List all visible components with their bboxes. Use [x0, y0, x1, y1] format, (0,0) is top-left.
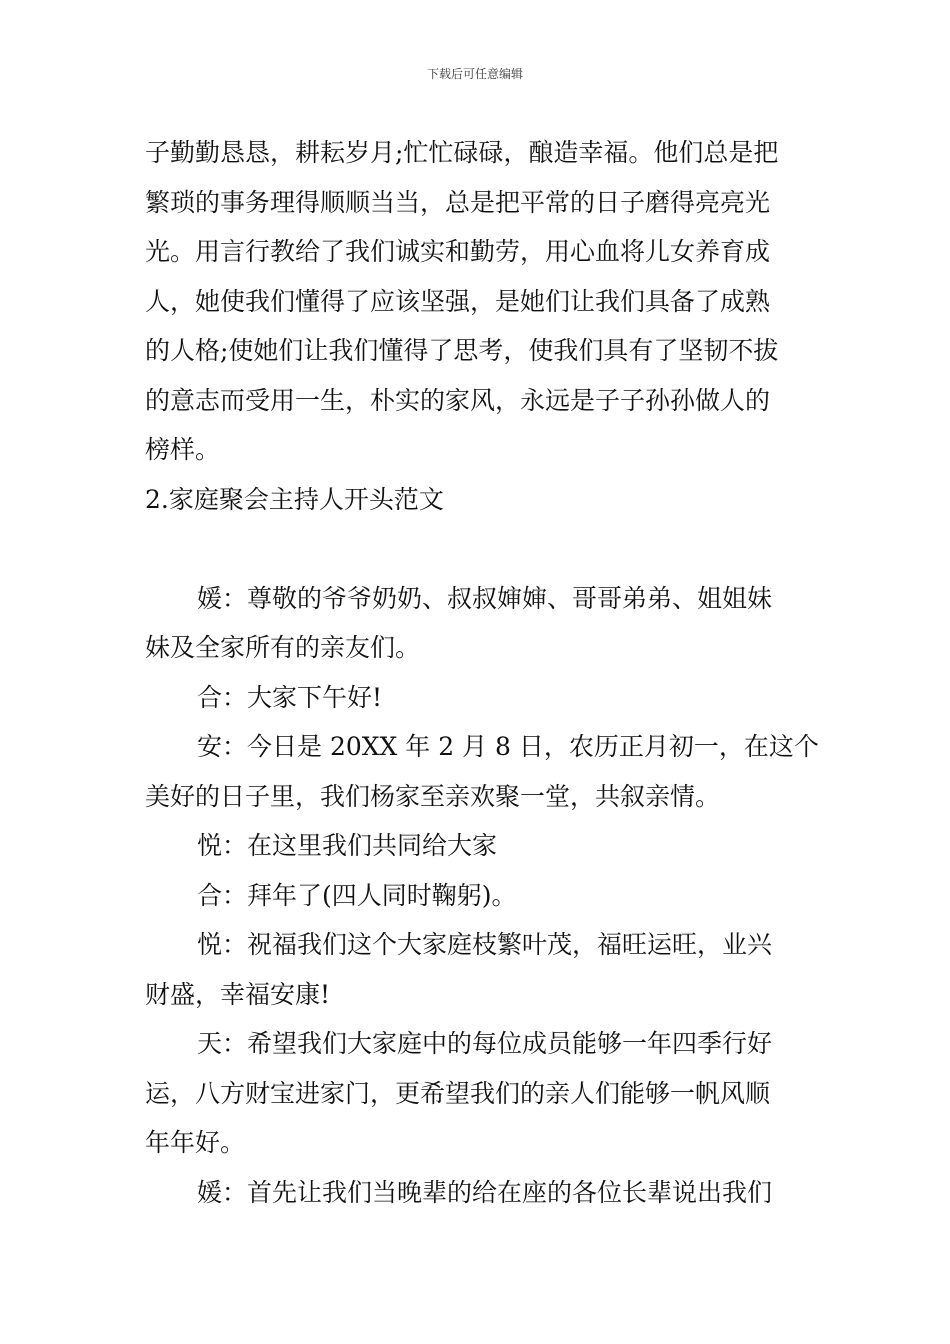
text-line: 年年好。 [145, 1128, 246, 1157]
page-header: 下载后可任意编辑 [426, 67, 523, 81]
text-line: 榜样。 [145, 435, 221, 464]
text-line: 财盛，幸福安康! [145, 979, 331, 1009]
text-line: 悦：祝福我们这个大家庭枝繁叶茂，福旺运旺，业兴 [197, 930, 773, 959]
dialogue-paragraph [145, 821, 807, 871]
text-line: 的人格;使她们让我们懂得了思考，使我们具有了坚韧不拔 [145, 336, 779, 365]
text-line: 悦：在这里我们共同给大家 [197, 831, 498, 860]
text-line: 繁琐的事务理得顺顺当当，总是把平常的日子磨得亮亮光 [145, 187, 771, 217]
text-line: 媛：尊敬的爷爷奶奶、叔叔婶婶、哥哥弟弟、姐姐妹 [197, 583, 773, 613]
dialogue-paragraph [145, 871, 807, 921]
text-line: 媛：首先让我们当晚辈的给在座的各位长辈说出我们 [197, 1177, 773, 1207]
section-title: 2.家庭聚会主持人开头范文 [145, 484, 444, 514]
text-line: 妹及全家所有的亲友们。 [145, 633, 421, 662]
text-line: 人，她使我们懂得了应该坚强，是她们让我们具备了成熟 [145, 286, 771, 316]
dialogue-paragraph [145, 920, 807, 1019]
text-line: 子勤勤恳恳，耕耘岁月;忙忙碌碌，酿造幸福。他们总是把 [145, 138, 779, 167]
text-line: 运，八方财宝进家门，更希望我们的亲人们能够一帆风顺 [145, 1078, 771, 1108]
text-line: 合：大家下午好! [197, 682, 383, 712]
text-line: 的意志而受用一生，朴实的家风，永远是子子孙孙做人的 [145, 385, 771, 415]
dialogue-paragraph [145, 722, 819, 821]
paragraph-intro [145, 128, 807, 475]
text-line: 美好的日子里，我们杨家至亲欢聚一堂，共叙亲情。 [145, 781, 721, 811]
text-line: 安：今日是 20XX 年 2 月 8 日，农历正月初一，在这个 [197, 732, 819, 761]
dialogue-paragraph [145, 1019, 807, 1168]
text-line: 天：希望我们大家庭中的每位成员能够一年四季行好 [197, 1029, 773, 1058]
dialogue-paragraph [145, 1168, 807, 1218]
blank-line [145, 524, 807, 574]
dialogue-block [145, 574, 819, 1218]
text-line: 合：拜年了(四人同时鞠躬)。 [197, 880, 517, 910]
dialogue-paragraph [145, 673, 807, 723]
document-body [145, 128, 819, 1217]
text-line: 光。用言行教给了我们诚实和勤劳，用心血将儿女养育成 [145, 237, 771, 266]
dialogue-paragraph [145, 574, 807, 673]
